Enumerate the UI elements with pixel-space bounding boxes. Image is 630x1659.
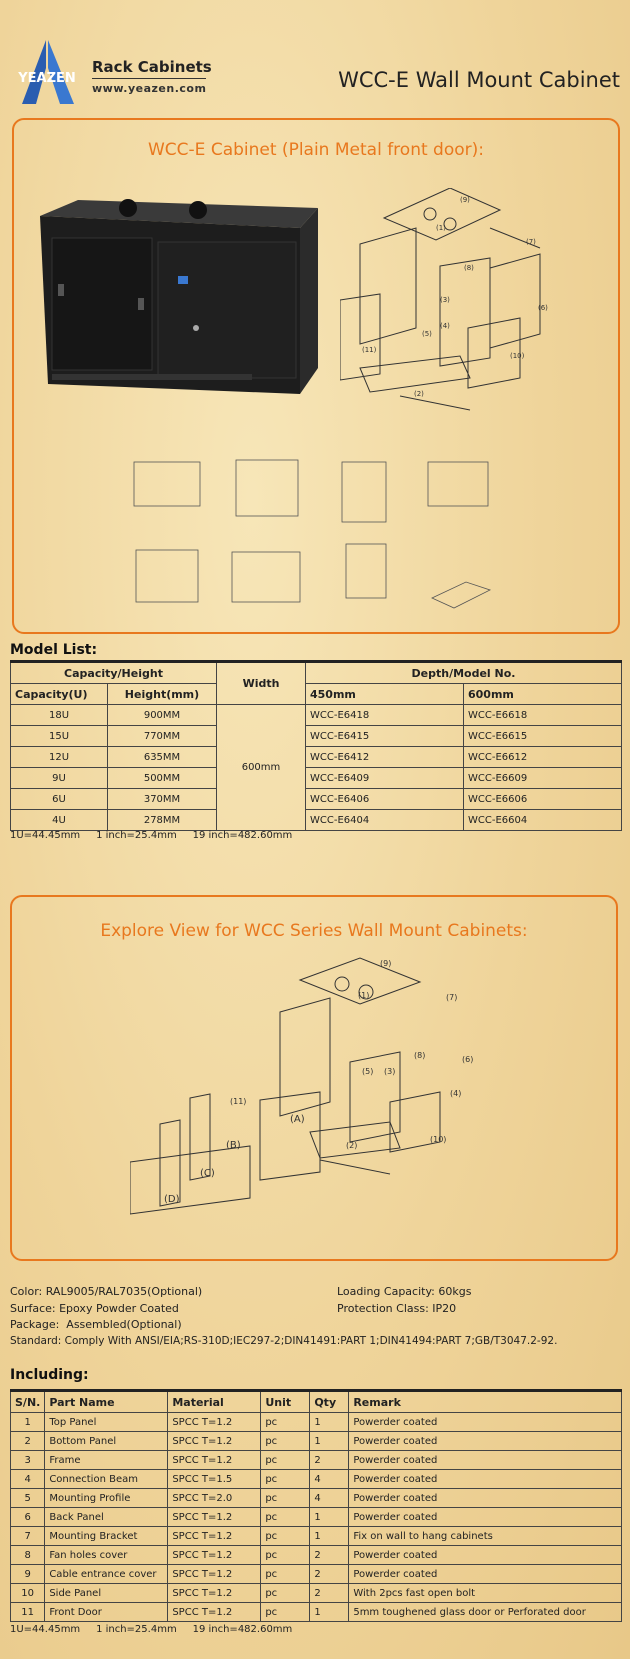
unit-cell: pc <box>261 1470 310 1489</box>
remark-cell: Powerder coated <box>349 1565 622 1584</box>
material-cell: SPCC T=1.2 <box>168 1432 261 1451</box>
model-450-cell: WCC-E6409 <box>306 768 464 789</box>
remark-header: Remark <box>349 1391 622 1413</box>
unit-cell: pc <box>261 1603 310 1622</box>
capacity-cell: 4U <box>11 810 108 831</box>
depth-600-header: 600mm <box>464 684 622 705</box>
qty-cell: 1 <box>310 1527 349 1546</box>
table-row <box>11 747 622 768</box>
depth-450-header: 450mm <box>306 684 464 705</box>
part-name-cell: Connection Beam <box>45 1470 168 1489</box>
logo-text: YEAZEN <box>18 71 76 86</box>
material-cell: SPCC T=2.0 <box>168 1489 261 1508</box>
material-cell: SPCC T=1.2 <box>168 1527 261 1546</box>
callout-label: (7) <box>446 993 458 1002</box>
cabinet-panel-title: WCC-E Cabinet (Plain Metal front door): <box>148 140 484 160</box>
qty-cell: 4 <box>310 1470 349 1489</box>
width-cell: 600mm <box>217 705 306 831</box>
qty-cell: 1 <box>310 1413 349 1432</box>
model-450-cell: WCC-E6412 <box>306 747 464 768</box>
callout-label: (3) <box>384 1067 396 1076</box>
remark-cell: Powerder coated <box>349 1451 622 1470</box>
callout-label: (2) <box>346 1141 358 1150</box>
sn-cell: 11 <box>11 1603 45 1622</box>
table-row <box>11 810 622 831</box>
capacity-cell: 15U <box>11 726 108 747</box>
part-name-header: Part Name <box>45 1391 168 1413</box>
material-cell: SPCC T=1.2 <box>168 1451 261 1470</box>
callout-label: (3) <box>440 296 450 304</box>
height-cell: 370MM <box>108 789 217 810</box>
callout-label: (4) <box>450 1089 462 1098</box>
sn-cell: 4 <box>11 1470 45 1489</box>
qty-cell: 4 <box>310 1489 349 1508</box>
unit-cell: pc <box>261 1527 310 1546</box>
material-header: Material <box>168 1391 261 1413</box>
sn-cell: 7 <box>11 1527 45 1546</box>
callout-label: (5) <box>362 1067 374 1076</box>
table-row <box>11 726 622 747</box>
remark-cell: Powerder coated <box>349 1432 622 1451</box>
callout-label: (9) <box>460 196 470 204</box>
including-label: Including: <box>10 1367 89 1383</box>
height-cell: 500MM <box>108 768 217 789</box>
part-name-cell: Frame <box>45 1451 168 1470</box>
brand-name: Rack Cabinets <box>92 58 212 76</box>
callout-label: (B) <box>226 1140 241 1151</box>
callout-label: (9) <box>380 959 392 968</box>
table-row <box>11 1432 622 1451</box>
capacity-cell: 9U <box>11 768 108 789</box>
exploded-drawing-top <box>340 188 580 436</box>
capacity-header: Capacity(U) <box>11 684 108 705</box>
unit-cell: pc <box>261 1489 310 1508</box>
model-list-label: Model List: <box>10 642 98 658</box>
remark-cell: Fix on wall to hang cabinets <box>349 1527 622 1546</box>
table-row <box>11 1508 622 1527</box>
material-cell: SPCC T=1.2 <box>168 1546 261 1565</box>
model-450-cell: WCC-E6418 <box>306 705 464 726</box>
part-name-cell: Fan holes cover <box>45 1546 168 1565</box>
model-450-cell: WCC-E6415 <box>306 726 464 747</box>
height-header: Height(mm) <box>108 684 217 705</box>
technical-drawings <box>120 440 500 620</box>
remark-cell: Powerder coated <box>349 1413 622 1432</box>
table-row <box>11 1584 622 1603</box>
remark-cell: Powerder coated <box>349 1546 622 1565</box>
remark-cell: Powerder coated <box>349 1470 622 1489</box>
model-600-cell: WCC-E6612 <box>464 747 622 768</box>
height-cell: 635MM <box>108 747 217 768</box>
model-450-cell: WCC-E6404 <box>306 810 464 831</box>
table-row <box>11 1413 622 1432</box>
callout-label: (10) <box>430 1135 447 1144</box>
model-list-table <box>10 660 622 831</box>
cabinet-photo <box>38 198 320 414</box>
qty-header: Qty <box>310 1391 349 1413</box>
model-600-cell: WCC-E6615 <box>464 726 622 747</box>
yeazen-logo <box>12 38 82 108</box>
capacity-cell: 6U <box>11 789 108 810</box>
callout-label: (2) <box>414 390 424 398</box>
material-cell: SPCC T=1.2 <box>168 1584 261 1603</box>
callout-label: (6) <box>538 304 548 312</box>
model-list-note: 1U=44.45mm 1 inch=25.4mm 19 inch=482.60mm <box>10 830 293 841</box>
spec-color: Color: RAL9005/RAL7035(Optional) <box>10 1285 203 1298</box>
qty-cell: 2 <box>310 1451 349 1470</box>
sn-cell: 1 <box>11 1413 45 1432</box>
table-row <box>11 1470 622 1489</box>
depth-model-header: Depth/Model No. <box>306 662 622 684</box>
height-cell: 770MM <box>108 726 217 747</box>
material-cell: SPCC T=1.2 <box>168 1508 261 1527</box>
table-row <box>11 768 622 789</box>
callout-label: (1) <box>436 224 446 232</box>
sn-header: S/N. <box>11 1391 45 1413</box>
unit-cell: pc <box>261 1451 310 1470</box>
part-name-cell: Mounting Profile <box>45 1489 168 1508</box>
part-name-cell: Side Panel <box>45 1584 168 1603</box>
qty-cell: 2 <box>310 1565 349 1584</box>
qty-cell: 2 <box>310 1546 349 1565</box>
table-row <box>11 1603 622 1622</box>
model-600-cell: WCC-E6618 <box>464 705 622 726</box>
qty-cell: 1 <box>310 1603 349 1622</box>
unit-cell: pc <box>261 1432 310 1451</box>
width-header: Width <box>217 662 306 705</box>
callout-label: (11) <box>362 346 377 354</box>
parts-table <box>10 1389 622 1622</box>
model-600-cell: WCC-E6606 <box>464 789 622 810</box>
remark-cell: Powerder coated <box>349 1489 622 1508</box>
capacity-cell: 12U <box>11 747 108 768</box>
unit-cell: pc <box>261 1584 310 1603</box>
callout-label: (7) <box>526 238 536 246</box>
remark-cell: 5mm toughened glass door or Perforated door <box>349 1603 622 1622</box>
remark-cell: With 2pcs fast open bolt <box>349 1584 622 1603</box>
sn-cell: 6 <box>11 1508 45 1527</box>
sn-cell: 10 <box>11 1584 45 1603</box>
unit-cell: pc <box>261 1565 310 1584</box>
callout-label: (8) <box>464 264 474 272</box>
qty-cell: 1 <box>310 1432 349 1451</box>
callout-label: (D) <box>164 1194 180 1205</box>
spec-package: Package: Assembled(Optional) <box>10 1318 182 1331</box>
capacity-cell: 18U <box>11 705 108 726</box>
sn-cell: 3 <box>11 1451 45 1470</box>
table-row <box>11 1451 622 1470</box>
unit-header: Unit <box>261 1391 310 1413</box>
spec-standard: Standard: Comply With ANSI/EIA;RS-310D;IEC297-2;DIN41491:PART 1;DIN41494:PART 7;GB/T3047.2-92. <box>10 1335 558 1347</box>
part-name-cell: Bottom Panel <box>45 1432 168 1451</box>
material-cell: SPCC T=1.2 <box>168 1603 261 1622</box>
unit-cell: pc <box>261 1508 310 1527</box>
unit-cell: pc <box>261 1546 310 1565</box>
qty-cell: 1 <box>310 1508 349 1527</box>
table-row <box>11 1565 622 1584</box>
unit-cell: pc <box>261 1413 310 1432</box>
callout-label: (C) <box>200 1168 215 1179</box>
explore-view-title: Explore View for WCC Series Wall Mount Cabinets: <box>100 921 528 941</box>
spec-protection-class: Protection Class: IP20 <box>337 1302 457 1315</box>
callout-label: (6) <box>462 1055 474 1064</box>
part-name-cell: Mounting Bracket <box>45 1527 168 1546</box>
sn-cell: 2 <box>11 1432 45 1451</box>
material-cell: SPCC T=1.2 <box>168 1413 261 1432</box>
callout-label: (10) <box>510 352 525 360</box>
material-cell: SPCC T=1.5 <box>168 1470 261 1489</box>
part-name-cell: Top Panel <box>45 1413 168 1432</box>
brand-divider <box>92 78 206 79</box>
callout-label: (5) <box>422 330 432 338</box>
including-note: 1U=44.45mm 1 inch=25.4mm 19 inch=482.60mm <box>10 1624 293 1635</box>
sn-cell: 8 <box>11 1546 45 1565</box>
model-600-cell: WCC-E6604 <box>464 810 622 831</box>
table-row <box>11 1527 622 1546</box>
table-row <box>11 1546 622 1565</box>
callout-label: (4) <box>440 322 450 330</box>
remark-cell: Powerder coated <box>349 1508 622 1527</box>
callout-label: (8) <box>414 1051 426 1060</box>
part-name-cell: Back Panel <box>45 1508 168 1527</box>
part-name-cell: Front Door <box>45 1603 168 1622</box>
sn-cell: 5 <box>11 1489 45 1508</box>
model-600-cell: WCC-E6609 <box>464 768 622 789</box>
model-450-cell: WCC-E6406 <box>306 789 464 810</box>
page-title: WCC-E Wall Mount Cabinet <box>338 68 620 92</box>
height-cell: 278MM <box>108 810 217 831</box>
material-cell: SPCC T=1.2 <box>168 1565 261 1584</box>
height-cell: 900MM <box>108 705 217 726</box>
exploded-drawing-bottom <box>130 952 490 1240</box>
capacity-height-header: Capacity/Height <box>11 662 217 684</box>
callout-label: (1) <box>358 991 370 1000</box>
callout-label: (11) <box>230 1097 247 1106</box>
qty-cell: 2 <box>310 1584 349 1603</box>
table-row <box>11 1489 622 1508</box>
table-row <box>11 789 622 810</box>
part-name-cell: Cable entrance cover <box>45 1565 168 1584</box>
table-row <box>11 705 622 726</box>
callout-label: (A) <box>290 1114 305 1125</box>
spec-loading-capacity: Loading Capacity: 60kgs <box>337 1285 472 1298</box>
brand-url[interactable]: www.yeazen.com <box>92 82 207 95</box>
spec-surface: Surface: Epoxy Powder Coated <box>10 1302 179 1315</box>
sn-cell: 9 <box>11 1565 45 1584</box>
